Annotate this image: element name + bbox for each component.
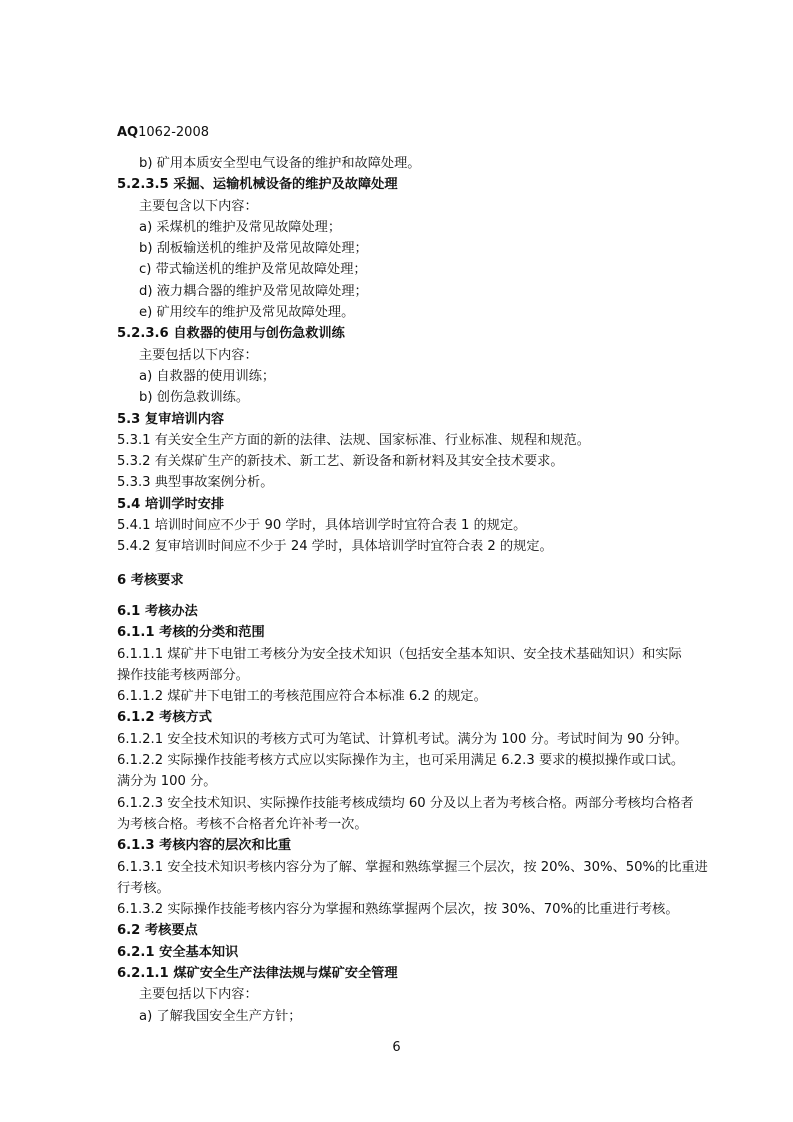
- list-item: b) 创伤急救训练。: [139, 390, 250, 406]
- paragraph-line: 6.1.3.2 实际操作技能考核内容分为掌握和熟练掌握两个层次，按 30%、70%的比重进行考核。: [117, 902, 679, 918]
- document-code: [117, 125, 209, 140]
- list-item: c) 带式输送机的维护及常见故障处理；: [139, 262, 367, 278]
- list-item: 主要包含以下内容：: [139, 198, 258, 214]
- list-item: a) 自救器的使用训练；: [139, 368, 276, 384]
- paragraph-line: 5.4.1 培训时间应不少于 90 学时，具体培训学时宜符合表 1 的规定。: [117, 518, 527, 534]
- paragraph-line: 6.1.1.1 煤矿井下电钳工考核分为安全技术知识（包括安全基本知识、安全技术基础知识）和实际: [117, 646, 682, 662]
- paragraph-line: 操作技能考核两部分。: [117, 667, 249, 683]
- document-body: [117, 153, 717, 1027]
- document-code-prefix: AQ: [117, 125, 139, 140]
- page-number: 6: [392, 1040, 401, 1055]
- paragraph-line: 6.1.3.1 安全技术知识考核内容分为了解、掌握和熟练掌握三个层次，按 20%、30%、50%的比重进: [117, 859, 708, 875]
- list-item: b) 刮板输送机的维护及常见故障处理；: [139, 241, 368, 257]
- paragraph-line: 满分为 100 分。: [117, 774, 217, 790]
- section-heading: 6 考核要求: [117, 572, 184, 588]
- section-heading: 6.2 考核要点: [117, 923, 198, 939]
- section-heading: 6.2.1 安全基本知识: [117, 944, 239, 960]
- section-heading: 5.2.3.5 采掘、运输机械设备的维护及故障处理: [117, 177, 398, 193]
- paragraph-line: 5.4.2 复审培训时间应不少于 24 学时，具体培训学时宜符合表 2 的规定。: [117, 539, 553, 555]
- paragraph-line: 6.1.2.2 实际操作技能考核方式应以实际操作为主，也可采用满足 6.2.3 要求的模拟操作或口试。: [117, 753, 685, 769]
- section-heading: 6.2.1.1 煤矿安全生产法律法规与煤矿安全管理: [117, 965, 398, 981]
- paragraph-line: 5.3.3 典型事故案例分析。: [117, 475, 274, 491]
- list-item: a) 采煤机的维护及常见故障处理；: [139, 219, 342, 235]
- list-item: 主要包括以下内容：: [139, 987, 258, 1003]
- paragraph-line: 6.1.2.1 安全技术知识的考核方式可为笔试、计算机考试。满分为 100 分。考试时间为 90 分钟。: [117, 731, 688, 747]
- list-item: b) 矿用本质安全型电气设备的维护和故障处理。: [139, 156, 421, 171]
- paragraph-line: 5.3.1 有关安全生产方面的新的法律、法规、国家标准、行业标准、规程和规范。: [117, 432, 590, 448]
- document-code-number: 1062-2008: [138, 125, 209, 140]
- paragraph-line: 6.1.1.2 煤矿井下电钳工的考核范围应符合本标准 6.2 的规定。: [117, 689, 487, 705]
- paragraph-line: 行考核。: [117, 880, 170, 896]
- paragraph-line: 5.3.2 有关煤矿生产的新技术、新工艺、新设备和新材料及其安全技术要求。: [117, 454, 564, 470]
- list-item: e) 矿用绞车的维护及常见故障处理。: [139, 305, 355, 321]
- list-item: d) 液力耦合器的维护及常见故障处理；: [139, 283, 368, 299]
- section-heading: 5.4 培训学时安排: [117, 496, 225, 512]
- section-heading: 6.1.2 考核方式: [117, 710, 212, 726]
- section-heading: 5.2.3.6 自救器的使用与创伤急救训练: [117, 326, 345, 342]
- list-item: a) 了解我国安全生产方针；: [139, 1008, 302, 1024]
- paragraph-line: 6.1.2.3 安全技术知识、实际操作技能考核成绩均 60 分及以上者为考核合格。两部分考核均合格者: [117, 795, 694, 811]
- section-heading: 5.3 复审培训内容: [117, 411, 225, 427]
- section-heading: 6.1.1 考核的分类和范围: [117, 625, 265, 641]
- section-heading: 6.1.3 考核内容的层次和比重: [117, 838, 292, 854]
- section-heading: 6.1 考核办法: [117, 603, 198, 619]
- paragraph-line: 为考核合格。考核不合格者允许补考一次。: [117, 816, 368, 832]
- list-item: 主要包括以下内容：: [139, 347, 258, 363]
